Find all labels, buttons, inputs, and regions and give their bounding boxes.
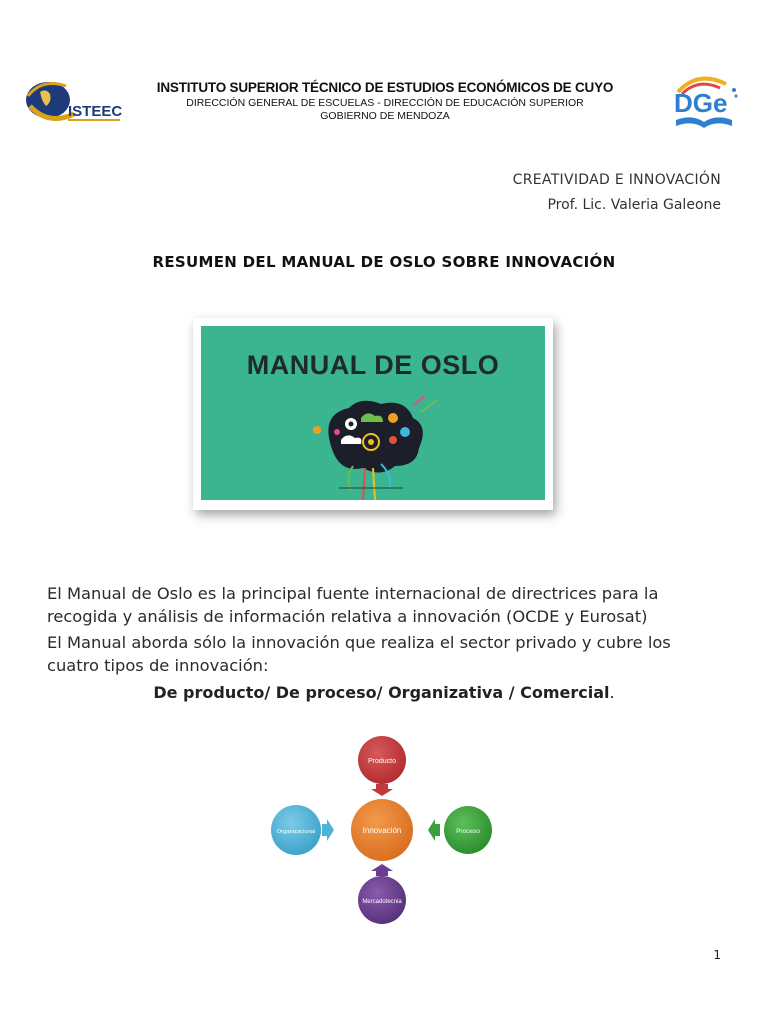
node-proceso-label: Proceso [456, 828, 480, 835]
dge-logo-text: DGe [674, 88, 728, 118]
paragraph-2: El Manual aborda sólo la innovación que realiza el sector privado y cubre los cuatro tipos de innovación: [47, 633, 671, 675]
direction-line: DIRECCIÓN GENERAL DE ESCUELAS - DIRECCIÓN DE EDUCACIÓN SUPERIOR [186, 97, 584, 109]
node-innovacion [351, 799, 413, 861]
node-producto [358, 736, 406, 784]
node-organizacional [271, 805, 321, 855]
institute-name: INSTITUTO SUPERIOR TÉCNICO DE ESTUDIOS ECONÓMICOS DE CUYO [156, 80, 614, 95]
node-organizacional-label: Organizacional [276, 829, 316, 835]
manual-oslo-banner [193, 318, 553, 510]
node-producto-label: Producto [367, 758, 397, 765]
banner-background [201, 326, 545, 500]
node-proceso [444, 806, 492, 854]
arrow-proceso [428, 819, 440, 841]
arrow-organizacional [322, 819, 334, 841]
dge-logo [668, 70, 740, 130]
page-number: 1 [713, 948, 721, 962]
innovation-types-period: . [609, 683, 615, 702]
innovation-types-diagram [262, 732, 502, 928]
brain-gears-icon [301, 396, 451, 500]
government-line: GOBIERNO DE MENDOZA [320, 110, 450, 122]
paragraph-1: El Manual de Oslo es la principal fuente internacional de directrices para la recogida y análisis de información relativa a innovación (OCDE y Eurosat) [47, 584, 659, 626]
isteec-logo [22, 76, 122, 128]
header-block [130, 80, 640, 122]
node-mercadotecnia [358, 876, 406, 924]
innovation-types: De producto/ De proceso/ Organizativa / Comercial [153, 683, 610, 702]
document-title: RESUMEN DEL MANUAL DE OSLO SOBRE INNOVACIÓN [152, 253, 616, 271]
innovation-types-line [0, 683, 768, 702]
banner-heading: MANUAL DE OSLO [246, 350, 500, 380]
course-name: CREATIVIDAD E INNOVACIÓN [512, 172, 721, 188]
professor-name: Prof. Lic. Valeria Galeone [547, 197, 721, 213]
isteec-logo-text: ISTEEC [68, 103, 122, 120]
node-innovacion-label: Innovación [362, 826, 402, 835]
arrow-mercadotecnia [371, 864, 393, 876]
node-mercadotecnia-label: Mercadotecnia [362, 899, 402, 905]
arrow-producto [371, 784, 393, 796]
